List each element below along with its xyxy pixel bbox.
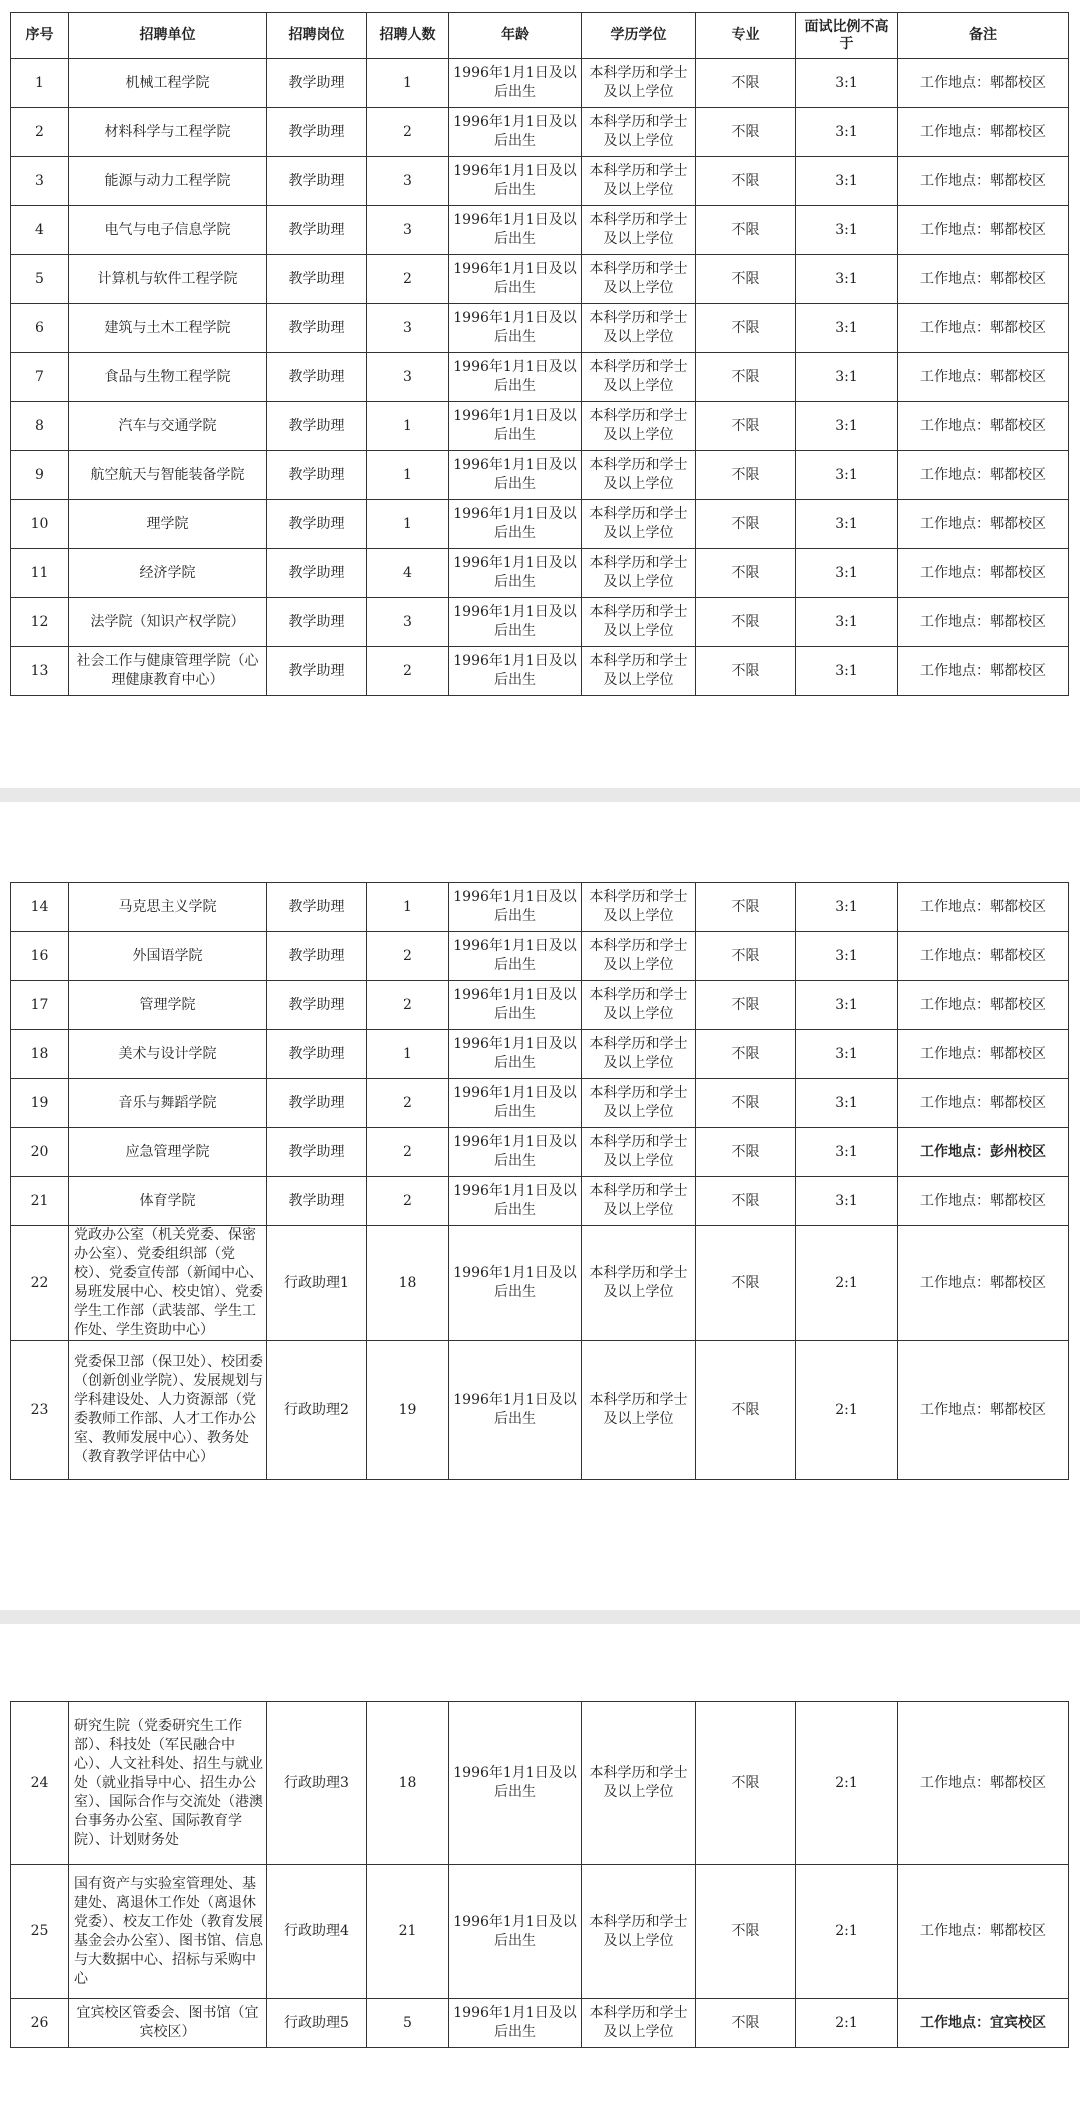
recruiting-unit: 材料科学与工程学院 [69, 108, 267, 157]
table-row [11, 1030, 1069, 1079]
degree-requirement: 本科学历和学士及以上学位 [582, 883, 696, 932]
table-row [11, 981, 1069, 1030]
age-requirement: 1996年1月1日及以后出生 [449, 1999, 582, 2048]
headcount: 4 [367, 549, 449, 598]
remark: 工作地点：彭州校区 [898, 1128, 1069, 1177]
headcount: 3 [367, 598, 449, 647]
interview-ratio: 2:1 [796, 1341, 898, 1480]
position: 教学助理 [267, 549, 367, 598]
recruiting-unit: 建筑与土木工程学院 [69, 304, 267, 353]
recruiting-unit: 美术与设计学院 [69, 1030, 267, 1079]
row-number: 12 [11, 598, 69, 647]
headcount: 3 [367, 353, 449, 402]
position: 教学助理 [267, 500, 367, 549]
degree-requirement: 本科学历和学士及以上学位 [582, 206, 696, 255]
row-number: 20 [11, 1128, 69, 1177]
position: 行政助理5 [267, 1999, 367, 2048]
interview-ratio: 3:1 [796, 157, 898, 206]
recruiting-unit: 食品与生物工程学院 [69, 353, 267, 402]
headcount: 3 [367, 304, 449, 353]
row-number: 10 [11, 500, 69, 549]
major-requirement: 不限 [696, 1999, 796, 2048]
interview-ratio: 3:1 [796, 1177, 898, 1226]
row-number: 5 [11, 255, 69, 304]
table-row [11, 598, 1069, 647]
row-number: 2 [11, 108, 69, 157]
recruiting-unit: 理学院 [69, 500, 267, 549]
row-number: 13 [11, 647, 69, 696]
headcount: 2 [367, 255, 449, 304]
degree-requirement: 本科学历和学士及以上学位 [582, 1128, 696, 1177]
degree-requirement: 本科学历和学士及以上学位 [582, 1079, 696, 1128]
recruiting-unit: 电气与电子信息学院 [69, 206, 267, 255]
major-requirement: 不限 [696, 1177, 796, 1226]
table-row [11, 304, 1069, 353]
recruiting-unit: 管理学院 [69, 981, 267, 1030]
age-requirement: 1996年1月1日及以后出生 [449, 353, 582, 402]
remark: 工作地点：郫都校区 [898, 647, 1069, 696]
row-number: 16 [11, 932, 69, 981]
header-ratio: 面试比例不高于 [796, 13, 898, 59]
table-row [11, 451, 1069, 500]
recruiting-unit: 计算机与软件工程学院 [69, 255, 267, 304]
row-number: 22 [11, 1226, 69, 1341]
interview-ratio: 3:1 [796, 647, 898, 696]
headcount: 2 [367, 108, 449, 157]
position: 教学助理 [267, 647, 367, 696]
age-requirement: 1996年1月1日及以后出生 [449, 304, 582, 353]
remark: 工作地点：郫都校区 [898, 1177, 1069, 1226]
row-number: 3 [11, 157, 69, 206]
table-row [11, 353, 1069, 402]
degree-requirement: 本科学历和学士及以上学位 [582, 1177, 696, 1226]
headcount: 1 [367, 402, 449, 451]
table-row [11, 1128, 1069, 1177]
row-number: 17 [11, 981, 69, 1030]
table-row [11, 255, 1069, 304]
page-1 [10, 12, 1068, 696]
headcount: 2 [367, 1079, 449, 1128]
interview-ratio: 3:1 [796, 353, 898, 402]
age-requirement: 1996年1月1日及以后出生 [449, 647, 582, 696]
position: 教学助理 [267, 598, 367, 647]
row-number: 1 [11, 59, 69, 108]
interview-ratio: 3:1 [796, 255, 898, 304]
position: 行政助理1 [267, 1226, 367, 1341]
row-number: 21 [11, 1177, 69, 1226]
age-requirement: 1996年1月1日及以后出生 [449, 1702, 582, 1865]
age-requirement: 1996年1月1日及以后出生 [449, 157, 582, 206]
recruiting-unit: 应急管理学院 [69, 1128, 267, 1177]
table-row [11, 500, 1069, 549]
row-number: 8 [11, 402, 69, 451]
age-requirement: 1996年1月1日及以后出生 [449, 206, 582, 255]
remark: 工作地点：郫都校区 [898, 1702, 1069, 1865]
table-row [11, 1079, 1069, 1128]
remark: 工作地点：郫都校区 [898, 549, 1069, 598]
headcount: 5 [367, 1999, 449, 2048]
major-requirement: 不限 [696, 1030, 796, 1079]
degree-requirement: 本科学历和学士及以上学位 [582, 549, 696, 598]
position: 教学助理 [267, 1128, 367, 1177]
degree-requirement: 本科学历和学士及以上学位 [582, 1226, 696, 1341]
recruiting-unit: 经济学院 [69, 549, 267, 598]
headcount: 3 [367, 206, 449, 255]
table-row [11, 647, 1069, 696]
major-requirement: 不限 [696, 500, 796, 549]
remark: 工作地点：郫都校区 [898, 108, 1069, 157]
degree-requirement: 本科学历和学士及以上学位 [582, 402, 696, 451]
age-requirement: 1996年1月1日及以后出生 [449, 451, 582, 500]
recruiting-unit: 党委保卫部（保卫处）、校团委（创新创业学院）、发展规划与学科建设处、人力资源部（党委教师工作部、人才工作办公室、教师发展中心）、教务处（教育教学评估中心） [69, 1341, 267, 1480]
recruiting-unit: 汽车与交通学院 [69, 402, 267, 451]
row-number: 6 [11, 304, 69, 353]
major-requirement: 不限 [696, 1128, 796, 1177]
table-row [11, 1999, 1069, 2048]
age-requirement: 1996年1月1日及以后出生 [449, 1865, 582, 1999]
table-row [11, 549, 1069, 598]
age-requirement: 1996年1月1日及以后出生 [449, 981, 582, 1030]
interview-ratio: 3:1 [796, 1079, 898, 1128]
remark: 工作地点：郫都校区 [898, 932, 1069, 981]
position: 教学助理 [267, 59, 367, 108]
age-requirement: 1996年1月1日及以后出生 [449, 598, 582, 647]
remark: 工作地点：郫都校区 [898, 500, 1069, 549]
age-requirement: 1996年1月1日及以后出生 [449, 1128, 582, 1177]
remark: 工作地点：郫都校区 [898, 1865, 1069, 1999]
interview-ratio: 3:1 [796, 402, 898, 451]
degree-requirement: 本科学历和学士及以上学位 [582, 1702, 696, 1865]
degree-requirement: 本科学历和学士及以上学位 [582, 1341, 696, 1480]
table-row [11, 1341, 1069, 1480]
age-requirement: 1996年1月1日及以后出生 [449, 1079, 582, 1128]
degree-requirement: 本科学历和学士及以上学位 [582, 353, 696, 402]
major-requirement: 不限 [696, 981, 796, 1030]
age-requirement: 1996年1月1日及以后出生 [449, 108, 582, 157]
remark: 工作地点：郫都校区 [898, 451, 1069, 500]
headcount: 1 [367, 1030, 449, 1079]
degree-requirement: 本科学历和学士及以上学位 [582, 59, 696, 108]
table-row [11, 59, 1069, 108]
table-row [11, 206, 1069, 255]
age-requirement: 1996年1月1日及以后出生 [449, 255, 582, 304]
major-requirement: 不限 [696, 1226, 796, 1341]
interview-ratio: 3:1 [796, 108, 898, 157]
headcount: 2 [367, 647, 449, 696]
interview-ratio: 3:1 [796, 598, 898, 647]
major-requirement: 不限 [696, 932, 796, 981]
position: 教学助理 [267, 883, 367, 932]
remark: 工作地点：郫都校区 [898, 883, 1069, 932]
position: 教学助理 [267, 1177, 367, 1226]
major-requirement: 不限 [696, 1865, 796, 1999]
major-requirement: 不限 [696, 255, 796, 304]
header-degree: 学历学位 [582, 13, 696, 59]
age-requirement: 1996年1月1日及以后出生 [449, 500, 582, 549]
row-number: 19 [11, 1079, 69, 1128]
recruiting-unit: 航空航天与智能装备学院 [69, 451, 267, 500]
age-requirement: 1996年1月1日及以后出生 [449, 1226, 582, 1341]
position: 教学助理 [267, 1079, 367, 1128]
position: 教学助理 [267, 108, 367, 157]
page-2 [10, 882, 1068, 1480]
row-number: 18 [11, 1030, 69, 1079]
headcount: 2 [367, 1128, 449, 1177]
remark: 工作地点：宜宾校区 [898, 1999, 1069, 2048]
header-unit: 招聘单位 [69, 13, 267, 59]
headcount: 1 [367, 451, 449, 500]
headcount: 19 [367, 1341, 449, 1480]
interview-ratio: 3:1 [796, 451, 898, 500]
age-requirement: 1996年1月1日及以后出生 [449, 59, 582, 108]
position: 行政助理3 [267, 1702, 367, 1865]
header-major: 专业 [696, 13, 796, 59]
degree-requirement: 本科学历和学士及以上学位 [582, 451, 696, 500]
degree-requirement: 本科学历和学士及以上学位 [582, 500, 696, 549]
recruiting-unit: 研究生院（党委研究生工作部）、科技处（军民融合中心）、人文社科处、招生与就业处（就业指导中心、招生办公室）、国际合作与交流处（港澳台事务办公室、国际教育学院）、计划财务处 [69, 1702, 267, 1865]
remark: 工作地点：郫都校区 [898, 255, 1069, 304]
major-requirement: 不限 [696, 451, 796, 500]
position: 教学助理 [267, 932, 367, 981]
page-separator [0, 1610, 1080, 1624]
headcount: 18 [367, 1226, 449, 1341]
remark: 工作地点：郫都校区 [898, 206, 1069, 255]
degree-requirement: 本科学历和学士及以上学位 [582, 981, 696, 1030]
recruiting-unit: 国有资产与实验室管理处、基建处、离退休工作处（离退休党委）、校友工作处（教育发展基金会办公室）、图书馆、信息与大数据中心、招标与采购中心 [69, 1865, 267, 1999]
remark: 工作地点：郫都校区 [898, 1030, 1069, 1079]
interview-ratio: 3:1 [796, 549, 898, 598]
headcount: 3 [367, 157, 449, 206]
recruitment-table-1 [10, 12, 1069, 696]
remark: 工作地点：郫都校区 [898, 59, 1069, 108]
position: 教学助理 [267, 304, 367, 353]
major-requirement: 不限 [696, 1702, 796, 1865]
age-requirement: 1996年1月1日及以后出生 [449, 1341, 582, 1480]
position: 教学助理 [267, 981, 367, 1030]
table-row [11, 402, 1069, 451]
major-requirement: 不限 [696, 157, 796, 206]
remark: 工作地点：郫都校区 [898, 1341, 1069, 1480]
recruiting-unit: 社会工作与健康管理学院（心理健康教育中心） [69, 647, 267, 696]
interview-ratio: 2:1 [796, 1999, 898, 2048]
major-requirement: 不限 [696, 108, 796, 157]
header-note: 备注 [898, 13, 1069, 59]
major-requirement: 不限 [696, 1341, 796, 1480]
degree-requirement: 本科学历和学士及以上学位 [582, 598, 696, 647]
recruiting-unit: 能源与动力工程学院 [69, 157, 267, 206]
age-requirement: 1996年1月1日及以后出生 [449, 932, 582, 981]
row-number: 7 [11, 353, 69, 402]
position: 行政助理4 [267, 1865, 367, 1999]
recruiting-unit: 音乐与舞蹈学院 [69, 1079, 267, 1128]
headcount: 1 [367, 59, 449, 108]
position: 教学助理 [267, 255, 367, 304]
recruiting-unit: 体育学院 [69, 1177, 267, 1226]
position: 教学助理 [267, 402, 367, 451]
major-requirement: 不限 [696, 206, 796, 255]
recruiting-unit: 宜宾校区管委会、图书馆（宜宾校区） [69, 1999, 267, 2048]
position: 行政助理2 [267, 1341, 367, 1480]
remark: 工作地点：郫都校区 [898, 353, 1069, 402]
position: 教学助理 [267, 353, 367, 402]
headcount: 21 [367, 1865, 449, 1999]
header-post: 招聘岗位 [267, 13, 367, 59]
table-row [11, 1865, 1069, 1999]
major-requirement: 不限 [696, 883, 796, 932]
row-number: 25 [11, 1865, 69, 1999]
header-count: 招聘人数 [367, 13, 449, 59]
page-3 [10, 1701, 1068, 2048]
interview-ratio: 2:1 [796, 1226, 898, 1341]
age-requirement: 1996年1月1日及以后出生 [449, 1177, 582, 1226]
degree-requirement: 本科学历和学士及以上学位 [582, 932, 696, 981]
remark: 工作地点：郫都校区 [898, 981, 1069, 1030]
row-number: 26 [11, 1999, 69, 2048]
row-number: 9 [11, 451, 69, 500]
major-requirement: 不限 [696, 304, 796, 353]
row-number: 14 [11, 883, 69, 932]
interview-ratio: 3:1 [796, 932, 898, 981]
recruitment-table-3 [10, 1701, 1069, 2048]
degree-requirement: 本科学历和学士及以上学位 [582, 157, 696, 206]
degree-requirement: 本科学历和学士及以上学位 [582, 304, 696, 353]
major-requirement: 不限 [696, 647, 796, 696]
recruiting-unit: 机械工程学院 [69, 59, 267, 108]
headcount: 2 [367, 1177, 449, 1226]
headcount: 2 [367, 932, 449, 981]
age-requirement: 1996年1月1日及以后出生 [449, 883, 582, 932]
recruiting-unit: 外国语学院 [69, 932, 267, 981]
remark: 工作地点：郫都校区 [898, 598, 1069, 647]
table-row [11, 108, 1069, 157]
row-number: 23 [11, 1341, 69, 1480]
degree-requirement: 本科学历和学士及以上学位 [582, 1865, 696, 1999]
major-requirement: 不限 [696, 402, 796, 451]
position: 教学助理 [267, 1030, 367, 1079]
age-requirement: 1996年1月1日及以后出生 [449, 549, 582, 598]
interview-ratio: 3:1 [796, 206, 898, 255]
table-row [11, 932, 1069, 981]
header-age: 年龄 [449, 13, 582, 59]
headcount: 18 [367, 1702, 449, 1865]
age-requirement: 1996年1月1日及以后出生 [449, 1030, 582, 1079]
table-row [11, 1702, 1069, 1865]
interview-ratio: 3:1 [796, 883, 898, 932]
page-separator [0, 788, 1080, 802]
remark: 工作地点：郫都校区 [898, 402, 1069, 451]
position: 教学助理 [267, 157, 367, 206]
interview-ratio: 3:1 [796, 304, 898, 353]
remark: 工作地点：郫都校区 [898, 1226, 1069, 1341]
remark: 工作地点：郫都校区 [898, 1079, 1069, 1128]
headcount: 1 [367, 883, 449, 932]
degree-requirement: 本科学历和学士及以上学位 [582, 1030, 696, 1079]
interview-ratio: 3:1 [796, 59, 898, 108]
table-row [11, 1226, 1069, 1341]
interview-ratio: 2:1 [796, 1865, 898, 1999]
interview-ratio: 2:1 [796, 1702, 898, 1865]
interview-ratio: 3:1 [796, 981, 898, 1030]
interview-ratio: 3:1 [796, 1128, 898, 1177]
major-requirement: 不限 [696, 1079, 796, 1128]
interview-ratio: 3:1 [796, 1030, 898, 1079]
header-row [11, 13, 1069, 59]
degree-requirement: 本科学历和学士及以上学位 [582, 647, 696, 696]
degree-requirement: 本科学历和学士及以上学位 [582, 108, 696, 157]
row-number: 24 [11, 1702, 69, 1865]
table-row [11, 157, 1069, 206]
header-no: 序号 [11, 13, 69, 59]
major-requirement: 不限 [696, 59, 796, 108]
position: 教学助理 [267, 451, 367, 500]
position: 教学助理 [267, 206, 367, 255]
remark: 工作地点：郫都校区 [898, 157, 1069, 206]
table-row [11, 883, 1069, 932]
remark: 工作地点：郫都校区 [898, 304, 1069, 353]
recruitment-table-2 [10, 882, 1069, 1480]
recruiting-unit: 马克思主义学院 [69, 883, 267, 932]
row-number: 11 [11, 549, 69, 598]
row-number: 4 [11, 206, 69, 255]
recruiting-unit: 法学院（知识产权学院） [69, 598, 267, 647]
table-row [11, 1177, 1069, 1226]
degree-requirement: 本科学历和学士及以上学位 [582, 1999, 696, 2048]
major-requirement: 不限 [696, 598, 796, 647]
major-requirement: 不限 [696, 353, 796, 402]
major-requirement: 不限 [696, 549, 796, 598]
headcount: 2 [367, 981, 449, 1030]
interview-ratio: 3:1 [796, 500, 898, 549]
headcount: 1 [367, 500, 449, 549]
recruiting-unit: 党政办公室（机关党委、保密办公室）、党委组织部（党校）、党委宣传部（新闻中心、易班发展中心、校史馆）、党委学生工作部（武装部、学生工作处、学生资助中心） [69, 1226, 267, 1341]
age-requirement: 1996年1月1日及以后出生 [449, 402, 582, 451]
degree-requirement: 本科学历和学士及以上学位 [582, 255, 696, 304]
